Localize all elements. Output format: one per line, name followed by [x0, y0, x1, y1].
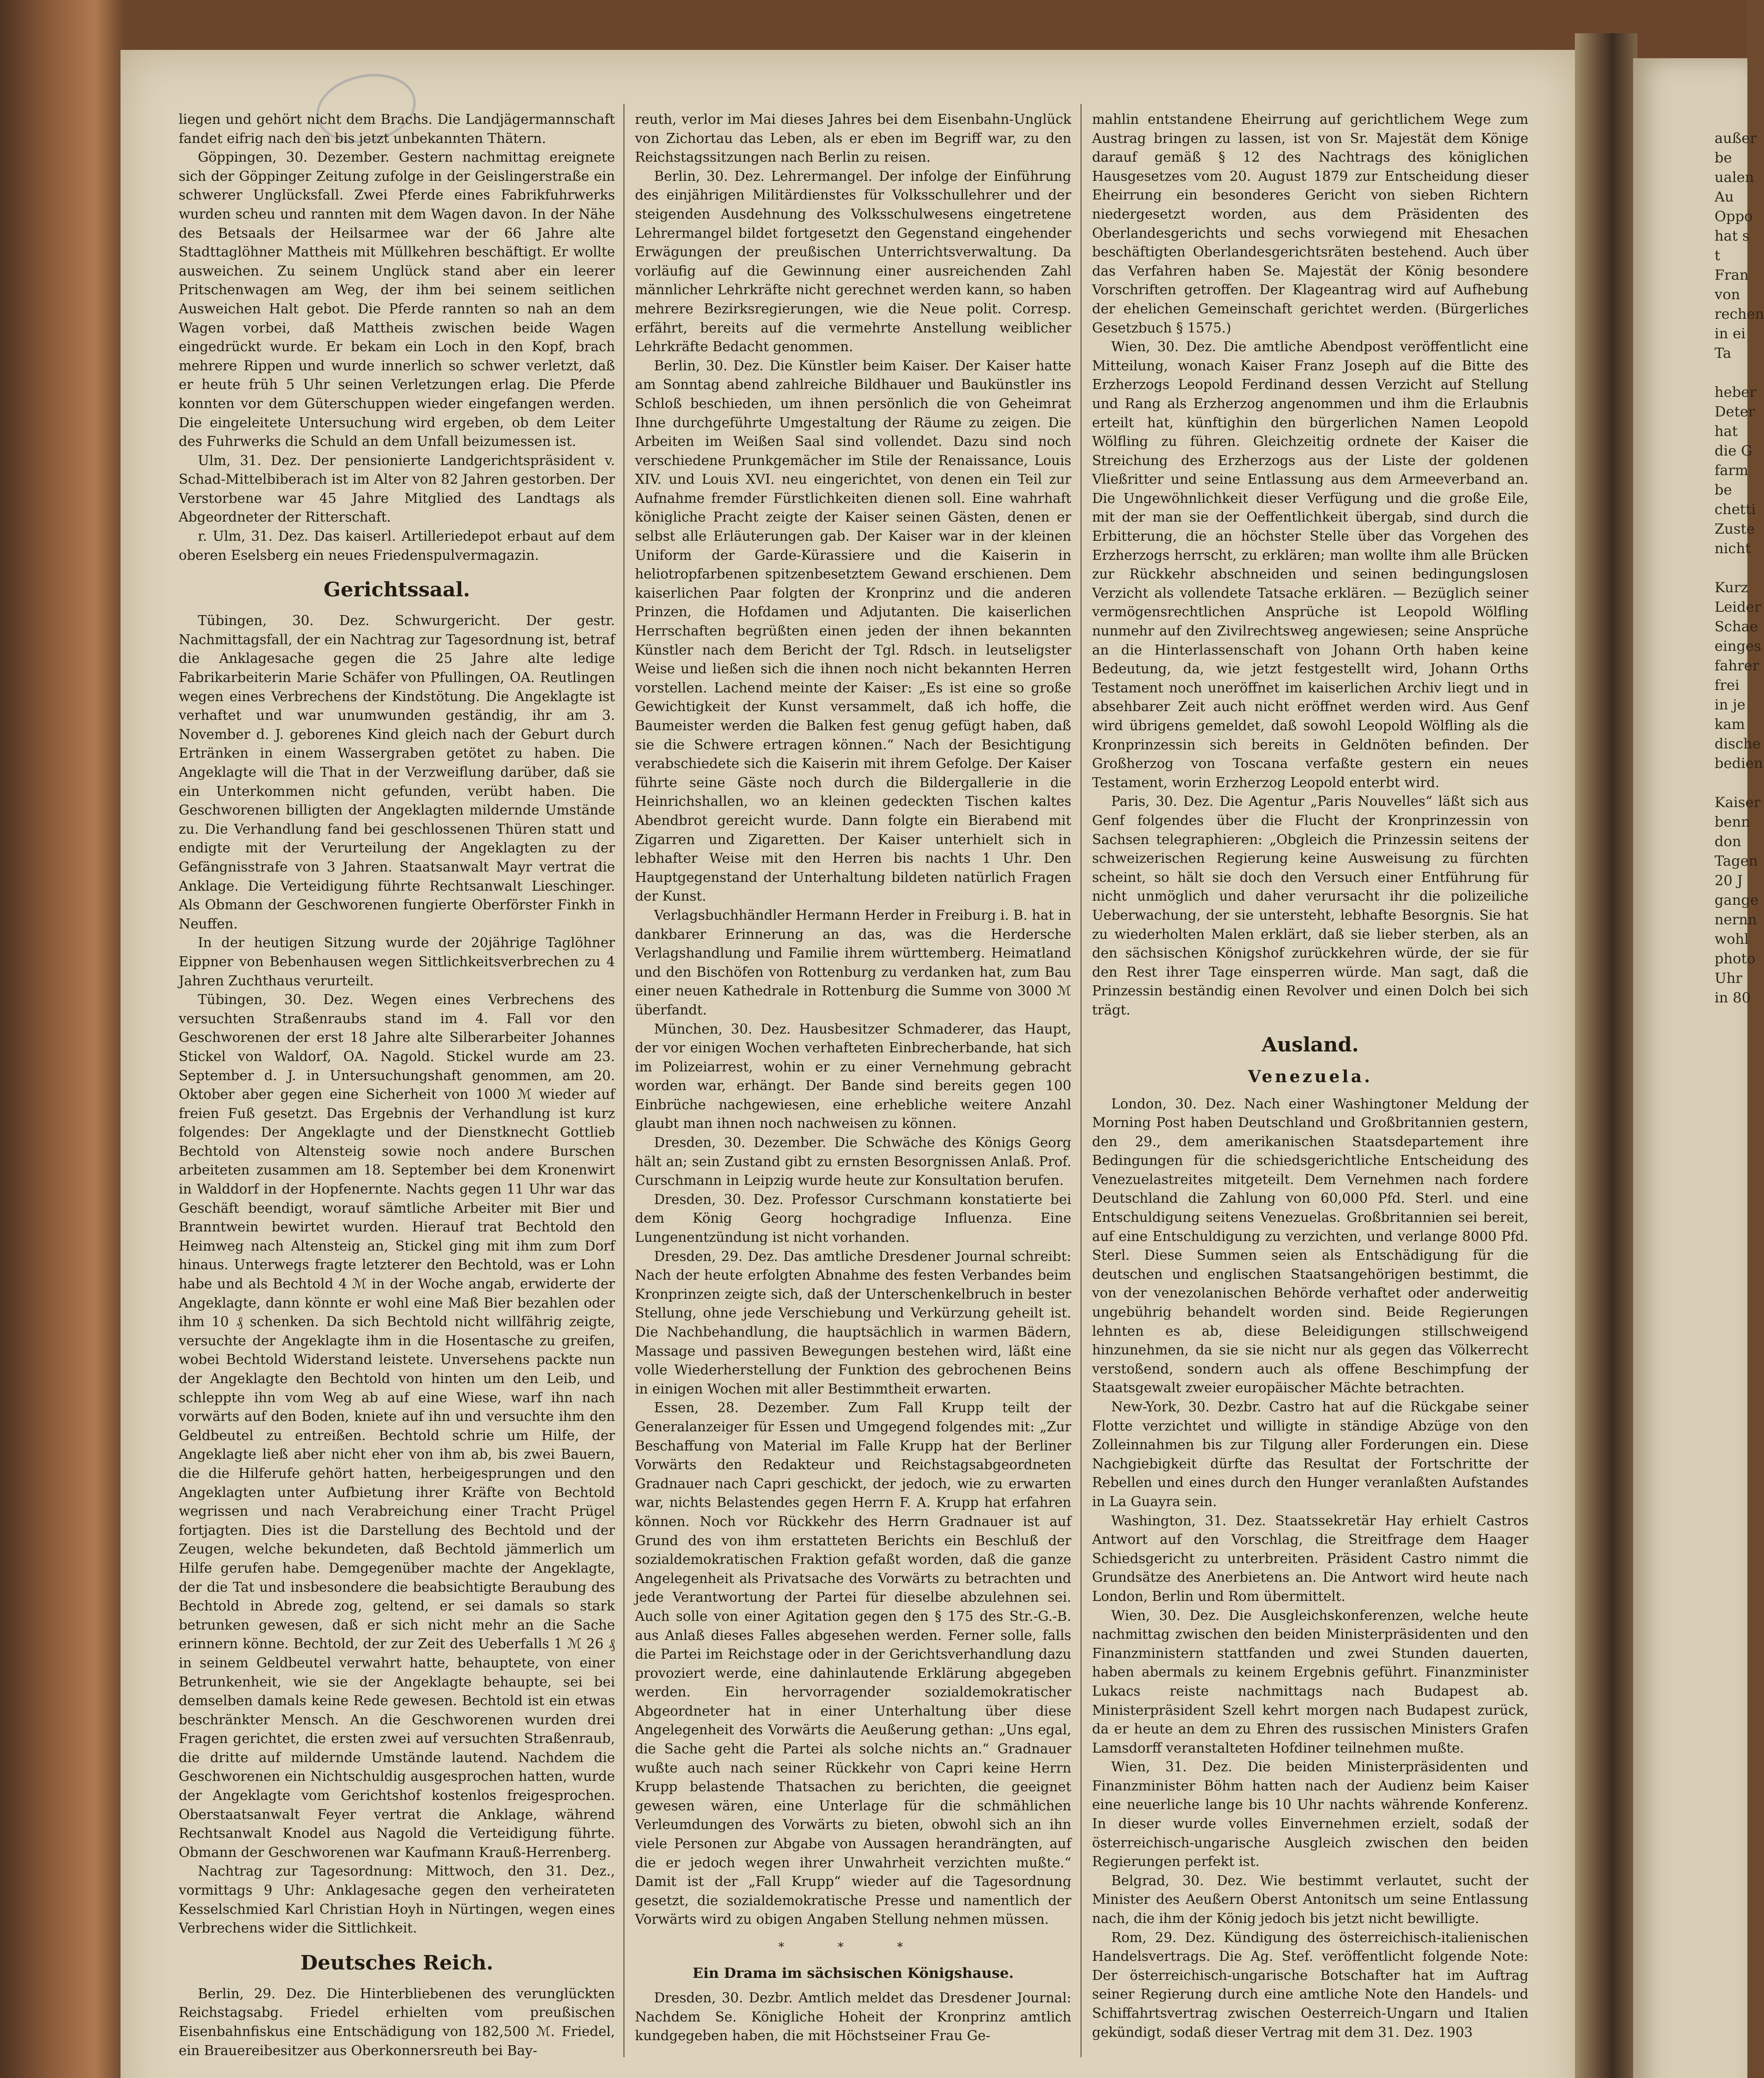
article-paragraph: reuth, verlor im Mai dieses Jahres bei dem Eisenbahn-Unglück von Zichortau das Leben, als er eben im Begriff war, zu den Reichstagssitzungen nach Berlin zu reisen. — [635, 111, 1071, 165]
article-paragraph: Wien, 31. Dez. Die beiden Ministerpräsidenten und Finanzminister Böhm hatten nach der Audienz beim Kaiser eine neuerliche lange bis 10 Uhr nachts währende Konferenz. In dieser wurde volles Einvernehmen erzielt, sodaß der österreichisch-ungarische Ausgleich zwischen den beiden Regierungen perfekt ist. — [1092, 1759, 1528, 1870]
article-paragraph: Berlin, 30. Dez. Die Künstler beim Kaiser. Der Kaiser hatte am Sonntag abend zahlreiche Bildhauer und Baukünstler ins Schloß beschieden, um ihnen persönlich die von Geheimrat Ihne durchgeführte Umgestaltung der Räume zu zeigen. Die Arbeiten im Weißen Saal sind vollendet. Dazu sind noch verschiedene Prunkgemächer im Stile der Renaissance, Louis XIV. und Louis XVI. neu eingerichtet, von denen ein Teil zur Aufnahme fremder Fürstlichkeiten dienen soll. Eine wahrhaft königliche Pracht zeigte der Kaiser seinen Gästen, denen er selbst alle Erläuterungen gab. Der Kaiser war in der kleinen Uniform der Garde-Kürassiere und die Kaiserin in heliotropfarbenen spitzenbesetztem Gewand erschienen. Dem kaiserlichen Paar folgten der Kronprinz und die anderen Prinzen, die Hofdamen und Adjutanten. Die kaiserlichen Herrschaften begrüßten einen jeden der ihnen bekannten Künstler nach dem Bericht der Tgl. Rdsch. in leutseligster Weise und ließen sich die ihnen noch nicht bekannten Herren vorstellen. Lachend meinte der Kaiser: „Es ist eine so große Gewichtigkeit der Kunst versammelt, daß ich hoffe, die Baumeister werden die Balken fest genug gefügt haben, daß sie die Schwere ertragen können.“ Nach der Besichtigung verabschiedete sich die Kaiserin mit ihrem Gefolge. Der Kaiser führte seine Gäste noch durch die Bildergallerie in die Heinrichshallen, wo an kleinen gedeckten Tischen kaltes Abendbrot gereicht wurde. Dann folgte ein Bierabend mit Zigarren und Zigaretten. Der Kaiser unterhielt sich in lebhafter Weise mit den Herren bis nachts 1 Uhr. Den Hauptgegenstand der Unterhaltung bildeten natürlich Fragen der Kunst. — [635, 357, 1071, 904]
article-paragraph: Dresden, 30. Dezember. Die Schwäche des Königs Georg hält an; sein Zustand gibt zu ernsten Besorgnissen Anlaß. Prof. Curschmann in Leipzig wurde heute zur Konsultation berufen. — [635, 1135, 1071, 1189]
article-paragraph: Verlagsbuchhändler Hermann Herder in Freiburg i. B. hat in dankbarer Erinnerung an das, was die Herdersche Verlagshandlung und Familie ihrem württemberg. Heimatland und den Bischöfen von Rottenburg zu verdanken hat, zum Bau einer neuen Kathedrale in Rottenburg die Summe von 3000 ℳ überfandt. — [635, 907, 1071, 1018]
section-heading-gerichtssaal: Gerichtssaal. — [323, 578, 470, 602]
article-paragraph: Dresden, 29. Dez. Das amtliche Dresdener Journal schreibt: Nach der heute erfolgten Abnahme des festen Verbandes beim Kronprinzen zeigte sich, daß der Unterschenkelbruch in bester Stellung, ohne jede Verschiebung und Verkürzung geheilt ist. Die Nachbehandlung, die hauptsächlich in warmen Bädern, Massage und passiven Bewegungen bestehen wird, läßt eine volle Wiederherstellung der Funktion des gebrochenen Beins in einigen Wochen mit aller Bestimmtheit erwarten. — [635, 1248, 1071, 1397]
column-rule — [1080, 104, 1082, 2057]
facing-page-edge — [1633, 58, 1764, 2078]
column-3 — [1092, 110, 1528, 2047]
article-paragraph: Göppingen, 30. Dezember. Gestern nachmittag ereignete sich der Göppinger Zeitung zufolge in der Geislingerstraße ein schwerer Unglücksfall. Zwei Pferde eines Fabrikfuhrwerks wurden scheu und rannten mit dem Wagen davon. In der Nähe des Betsaals der Heilsarmee war der 66 Jahre alte Stadttaglöhner Mattheis mit Müllkehren beschäftigt. Er wollte ausweichen. Zu seinem Unglück stand aber ein leerer Pritschenwagen am Weg, der ihm bei seinem seitlichen Ausweichen Halt gebot. Die Pferde rannten so nah an dem Wagen vorbei, daß Mattheis zwischen beide Wagen eingedrückt wurde. Er bekam ein Loch in den Kopf, brach mehrere Rippen und wurde innerlich so schwer verletzt, daß er heute früh 5 Uhr seinen Verletzungen erlag. Die Pferde konnten vor dem Güterschuppen wieder eingefangen werden. Die eingeleitete Untersuchung wird ergeben, ob dem Leiter des Fuhrwerks die Schuld an dem Unfall beizumessen ist. — [179, 149, 615, 450]
article-paragraph: Berlin, 29. Dez. Die Hinterbliebenen des verunglückten Reichstagsabg. Friedel erhielten vom preußischen Eisenbahnfiskus eine Entschädigung von 182,500 ℳ. Friedel, ein Brauereibesitzer aus Oberkonnersreuth bei Bay- — [179, 1985, 615, 2058]
article-paragraph: Tübingen, 30. Dez. Wegen eines Verbrechens des versuchten Straßenraubs stand im 4. Fall vor den Geschworenen der erst 18 Jahre alte Silberarbeiter Johannes Stickel von Waldorf, OA. Nagold. Stickel wurde am 23. September d. J. in Untersuchungshaft genommen, am 20. Oktober aber gegen eine Sicherheit von 1000 ℳ wieder auf freien Fuß gesetzt. Das Ergebnis der Verhandlung ist kurz folgendes: Der Angeklagte und der Dienstknecht Gottlieb Bechtold von Altensteig sowie noch andere Burschen arbeiteten zusammen am 18. September bei dem Kronenwirt in Walddorf in der Hopfenernte. Nachts gegen 11 Uhr war das Geschäft beendigt, worauf sämtliche Arbeiter mit Bier und Branntwein bewirtet wurden. Hierauf trat Bechtold den Heimweg nach Altensteig an, Stickel ging mit ihm zum Dorf hinaus. Unterwegs fragte letzterer den Bechtold, was er Lohn habe und als Bechtold 4 ℳ in der Woche angab, erwiderte der Angeklagte, dann könnte er wohl eine Maß Bier bezahlen oder ihm 10 ₰ schenken. Da sich Bechtold nicht willfährig zeigte, versuchte der Angeklagte ihm in die Hosentasche zu greifen, wobei Bechtold Widerstand leistete. Unversehens packte nun der Angeklagte den Bechtold von hinten um den Leib, und schleppte ihn vom Weg ab auf eine Wiese, warf ihn nach vorwärts auf den Boden, kniete auf ihn und versuchte ihm den Geldbeutel zu entreißen. Bechtold schrie um Hilfe, der Angeklagte ließ aber nicht eher von ihm ab, bis zwei Bauern, die die Hilferufe gehört hatten, herbeigesprungen und den Angeklagten unter Aufbietung ihrer Kräfte von Bechtold wegrissen und nach Verabreichung einer Tracht Prügel fortjagten. Dies ist die Darstellung des Bechtold und der Zeugen, welche bekundeten, daß Bechtold jämmerlich um Hilfe gerufen habe. Demgegenüber machte der Angeklagte, der die Tat und insbesondere die beabsichtigte Beraubung des Bechtold in Abrede zog, geltend, er sei damals so stark betrunken gewesen, daß er sich nicht mehr an die Sache erinnern könne. Bechtold, der zur Zeit des Ueberfalls 1 ℳ 26 ₰ in seinem Geldbeutel verwahrt hatte, behauptete, von einer Betrunkenheit, wie sie der Angeklagte behaupte, sei bei demselben damals keine Rede gewesen. Bechtold ist ein etwas beschränkter Mensch. An die Geschworenen wurden drei Fragen gerichtet, die ersten zwei auf versuchten Straßenraub, die dritte auf mildernde Umstände lautend. Nachdem die Geschworenen ein Nichtschuldig ausgesprochen hatten, wurde der Angeklagte vom Gerichtshof kostenlos freigesprochen. Oberstaatsanwalt Feyer vertrat die Anklage, während Rechtsanwalt Knodel aus Nagold die Verteidigung führte. Obmann der Geschworenen war Kaufmann Krauß-Herrenberg. — [179, 992, 615, 1860]
article-paragraph: Dresden, 30. Dezbr. Amtlich meldet das Dresdener Journal: Nachdem Se. Königliche Hoheit der Kronprinz amtlich kundgegeben haben, die mit Höchstseiner Frau Ge- — [635, 1990, 1071, 2044]
column-1 — [179, 110, 615, 2058]
article-paragraph: Wien, 30. Dez. Die Ausgleichskonferenzen, welche heute nachmittag zwischen den beiden Ministerpräsidenten und den Finanzministern stattfanden und zwei Stunden dauerten, haben abermals zu keinem Ergebnis geführt. Finanzminister Lukacs reiste nachmittags nach Budapest ab. Ministerpräsident Szell kehrt morgen nach Budapest zurück, da er heute an dem zu Ehren des russischen Ministers Grafen Lamsdorff veranstalteten Hofdiner teilnehmen mußte. — [1092, 1607, 1528, 1756]
article-paragraph: Ulm, 31. Dez. Der pensionierte Landgerichtspräsident v. Schad-Mittelbiberach ist im Alter von 82 Jahren gestorben. Der Verstorbene war 45 Jahre Mitglied des Landtags als Abgeordneter der Ritterschaft. — [179, 452, 615, 525]
subsection-heading-venezuela: Venezuela. — [1248, 1066, 1373, 1086]
article-paragraph: Paris, 30. Dez. Die Agentur „Paris Nouvelles“ läßt sich aus Genf folgendes über die Flucht der Kronprinzessin von Sachsen telegraphieren: „Obgleich die Prinzessin seitens der schweizerischen Regierung keine Ausweisung zu fürchten scheint, so hält sie doch den Versuch einer Entführung für nicht unmöglich und daher verursacht ihr die polizeiliche Ueberwachung, der sie untersteht, lebhafte Besorgnis. Sie hat zu wiederholten Malen erklärt, daß sie lieber sterben, als an den sächsischen Königshof zurückkehren würde, der sie für den Rest ihrer Tage einsperren würde. Man sagt, daß die Prinzessin beständig einen Revolver und einen Dolch bei sich trägt. — [1092, 793, 1528, 1018]
article-paragraph: Tübingen, 30. Dez. Schwurgericht. Der gestr. Nachmittagsfall, der ein Nachtrag zur Tagesordnung ist, betraf die Anklagesache gegen die 25 Jahre alte ledige Fabrikarbeiterin Marie Schäfer von Pfullingen, OA. Reutlingen wegen eines Verbrechens der Kindstötung. Die Angeklagte ist verhaftet und war unumwunden geständig, ihr am 3. November d. J. geborenes Kind gleich nach der Geburt durch Ertränken in einem Wassergraben getötet zu haben. Die Angeklagte will die That in der Verzweiflung darüber, daß sie ein Unterkommen nicht gefunden, verübt haben. Die Geschworenen billigten der Angeklagten mildernde Umstände zu. Die Verhandlung fand bei geschlossenen Thüren statt und endigte mit der Verurteilung der Angeklagten zu der Gefängnisstrafe von 3 Jahren. Staatsanwalt Mayr vertrat die Anklage. Die Verteidigung führte Rechtsanwalt Lieschinger. Als Obmann der Geschworenen fungierte Oberförster Finkh in Neuffen. — [179, 613, 615, 932]
book-gutter — [1575, 33, 1637, 2078]
section-heading-drama: Ein Drama im sächsischen Königshause. — [692, 1965, 1014, 1982]
article-paragraph: Berlin, 30. Dez. Lehrermangel. Der infolge der Einführung des einjährigen Militärdienstes für Volksschullehrer und der steigenden Ausdehnung des Volksschulwesens eingetretene Lehrermangel bildet fortgesetzt den Gegenstand eingehender Erwägungen der preußischen Unterrichtsverwaltung. Da vorläufig auf die Gewinnung einer ausreichenden Zahl männlicher Lehrkräfte nicht gerechnet werden kann, so haben mehrere Bezirksregierungen, wie die Neue polit. Corresp. erfährt, bereits auf die vermehrte Anstellung weiblicher Lehrkräfte Bedacht genommen. — [635, 168, 1071, 355]
article-paragraph: r. Ulm, 31. Dez. Das kaiserl. Artilleriedepot erbaut auf dem oberen Eselsberg ein neues Friedenspulvermagazin. — [179, 528, 615, 563]
article-paragraph: Dresden, 30. Dez. Professor Curschmann konstatierte bei dem König Georg hochgradige Influenza. Eine Lungenentzündung ist nicht vorhanden. — [635, 1191, 1071, 1246]
facing-page-text: außer be ualen Au Oppo hat s t Fran von rechen in ei Ta heber Deter hat die G farm be chetti Zuste nicht Kurz Leider Schae einges fahrer frei in je kam dische bedien Kaiser benn don Tagen 20 J gange nernn wohl photo Uhr in 80 — [1715, 130, 1764, 1006]
article-paragraph: liegen und gehört nicht dem Brachs. Die Landjägermannschaft fandet eifrig nach den bis jetzt unbekannten Thätern. — [179, 111, 615, 146]
column-2 — [635, 110, 1071, 2047]
article-paragraph: Rom, 29. Dez. Kündigung des österreichisch-italienischen Handelsvertrags. Die Ag. Stef. veröffentlicht folgende Note: Der österreichisch-ungarische Botschafter hat im Auftrag seiner Regierung durch eine amtliche Note den Handels- und Schiffahrtsvertrag zwischen Oesterreich-Ungarn und Italien gekündigt, sodaß dieser Vertrag mit dem 31. Dez. 1903 — [1092, 1929, 1528, 2040]
article-paragraph: Nachtrag zur Tagesordnung: Mittwoch, den 31. Dez., vormittags 9 Uhr: Anklagesache gegen den verheirateten Kesselschmied Karl Christian Hoyh in Nürtingen, wegen eines Verbrechens wider die Sittlichkeit. — [179, 1863, 615, 1936]
article-paragraph: München, 30. Dez. Hausbesitzer Schmaderer, das Haupt, der vor einigen Wochen verhafteten Einbrecherbande, hat sich im Polizeiarrest, wohin er zu einer Vernehmung gebracht worden war, erhängt. Der Bande sind bereits gegen 100 Einbrüche nachgewiesen, eine erhebliche weitere Anzahl glaubt man ihnen noch nachweisen zu können. — [635, 1021, 1071, 1132]
article-paragraph: Essen, 28. Dezember. Zum Fall Krupp teilt der Generalanzeiger für Essen und Umgegend folgendes mit: „Zur Beschaffung von Material im Falle Krupp hat der Berliner Vorwärts den Redakteur und Reichstagsabgeordneten Gradnauer nach Capri geschickt, der jedoch, wie zu erwarten war, nichts Belastendes gegen Herrn F. A. Krupp hat erfahren können. Noch vor Rückkehr des Herrn Gradnauer ist auf Grund des von ihm erstatteten Berichts ein Beschluß der sozialdemokratischen Fraktion gefaßt worden, daß die ganze Angelegenheit als Privatsache des Vorwärts zu betrachten und jede Verantwortung der Partei für dieselbe abzulehnen sei. Auch solle von einer Agitation gegen den § 175 des Str.-G.-B. aus Anlaß dieses Falles abgesehen werden. Ferner solle, falls die Partei im Reichstage oder in der Gerichtsverhandlung dazu provoziert werde, eine dahinlautende Erklärung abgegeben werden. Ein hervorragender sozialdemokratischer Abgeordneter hat in einer Unterhaltung über diese Angelegenheit des Vorwärts die Aeußerung gethan: „Uns egal, die Sache geht die Partei als solche nichts an.“ Gradnauer wußte auch nach seiner Rückkehr von Capri keine Herrn Krupp belastende Thatsachen zu berichten, die geeignet gewesen wären, eine Unterlage für die schmählichen Verleumdungen des Vorwärts zu bieten, obwohl sich an ihn viele Personen zur Abgabe von Aussagen herandrängten, auf die er jedoch wegen ihrer Unwahrheit verzichten mußte.“ Damit ist der „Fall Krupp“ wieder auf die Tagesordnung gesetzt, die sozialdemokratische Presse und namentlich der Vorwärts wird zu obigen Angaben Stellung nehmen müssen. — [635, 1400, 1071, 1928]
column-rule — [623, 104, 625, 2057]
article-paragraph: mahlin entstandene Eheirrung auf gerichtlichem Wege zum Austrag bringen zu lassen, ist von Sr. Majestät dem Könige darauf gemäß § 12 des Nachtrags des königlichen Hausgesetzes vom 20. August 1879 zur Entscheidung dieser Eheirrung ein besonderes Gericht von sieben Richtern niedergesetzt worden, aus dem Präsidenten des Oberlandesgerichts und sechs vorwiegend mit Ehesachen beschäftigten Oberlandesgerichtsräten bestehend. Auch über das Verfahren haben Se. Majestät der König besondere Vorschriften getroffen. Der Klageantrag wird auf Aufhebung der ehelichen Gemeinschaft gerichtet werden. (Bürgerliches Gesetzbuch § 1575.) — [1092, 111, 1528, 336]
section-separator: * * * — [778, 1940, 928, 1954]
article-paragraph: Wien, 30. Dez. Die amtliche Abendpost veröffentlicht eine Mitteilung, wonach Kaiser Franz Joseph auf die Bitte des Erzherzogs Leopold Ferdinand dessen Verzicht auf Stellung und Rang als Erzherzog angenommen und ihm die Erlaubnis erteilt hat, künftighin den bürgerlichen Namen Leopold Wölfling zu führen. Gleichzeitig ordnete der Kaiser die Streichung des Erzherzogs aus der Liste der goldenen Vließritter und seine Entlassung aus dem Armeeverband an. Die Ungewöhnlichkeit dieser Verfügung und die große Eile, mit der man sie der Oeffentlichkeit übergab, sind durch die Erbitterung, die an höchster Stelle über das Vorgehen des Erzherzogs herrscht, zu erklären; man wollte ihm alle Brücken zur Rückkehr abschneiden und seinen bedingungslosen Verzicht als vollendete Tatsache erklären. — Bezüglich seiner vermögensrechtlichen Ansprüche ist Leopold Wölfling nunmehr auf den Zivilrechtsweg angewiesen; seine Ansprüche an die Hinterlassenschaft von Johann Orth haben keine Bedeutung, da, wie jetzt festgestellt wird, Johann Orths Testament noch uneröffnet im kaiserlichen Archiv liegt und in absehbarer Zeit auch nicht eröffnet werden wird. Aus Genf wird übrigens gemeldet, daß sowohl Leopold Wölfling als die Kronprinzessin sich bereits in Geldnöten befinden. Der Großherzog von Toscana verfaßte gestern ein neues Testament, worin Erzherzog Leopold enterbt wird. — [1092, 339, 1528, 790]
article-paragraph: Belgrad, 30. Dez. Wie bestimmt verlautet, sucht der Minister des Aeußern Oberst Antonitsch um seine Entlassung nach, die ihm der König jedoch bis jetzt nicht bewilligte. — [1092, 1872, 1528, 1927]
section-heading-deutsches-reich: Deutsches Reich. — [300, 1951, 494, 1975]
section-heading-ausland: Ausland. — [1262, 1033, 1359, 1056]
article-paragraph: In der heutigen Sitzung wurde der 20jährige Taglöhner Eippner von Bebenhausen wegen Sittlichkeitsverbrechen zu 4 Jahren Zuchthaus verurteilt. — [179, 935, 615, 989]
article-paragraph: New-York, 30. Dezbr. Castro hat auf die Rückgabe seiner Flotte verzichtet und willigte in ständige Abzüge von den Zolleinnahmen bis zur Tilgung aller Forderungen ein. Diese Nachgiebigkeit dürfte das Resultat der Fortschritte der Rebellen und eines durch den Hunger veranlaßten Aufstandes in La Guayra sein. — [1092, 1399, 1528, 1509]
article-paragraph: Washington, 31. Dez. Staatssekretär Hay erhielt Castros Antwort auf den Vorschlag, die Streitfrage dem Haager Schiedsgericht zu unterbreiten. Präsident Castro nimmt die Grundsätze des Anerbietens an. Die Antwort wird heute nach London, Berlin und Rom übermittelt. — [1092, 1512, 1528, 1604]
article-paragraph: London, 30. Dez. Nach einer Washingtoner Meldung der Morning Post haben Deutschland und Großbritannien gestern, den 29., dem amerikanischen Staatsdepartement ihre Bedingungen für die schiedsgerichtliche Entscheidung des Venezuelastreites mitgeteilt. Dem Vernehmen nach fordere Deutschland die Zahlung von 60,000 Pfd. Sterl. und eine Entschuldigung seitens Venezuelas. Großbritannien sei bereit, auf eine Entschuldigung zu verzichten, und verlange 8000 Pfd. Sterl. Diese Summen seien als Entschädigung für die deutschen und englischen Staatsangehörigen bestimmt, die von der venezolanischen Behörde verhaftet oder anderweitig ungebührig behandelt worden sind. Beide Regierungen lehnten es ab, diese Beleidigungen stillschweigend hinzunehmen, da sie sie nicht nur als gegen das Völkerrecht verstoßend, sondern auch als offene Beschimpfung der Staatsgewalt zweier europäischer Mächte betrachten. — [1092, 1096, 1528, 1396]
